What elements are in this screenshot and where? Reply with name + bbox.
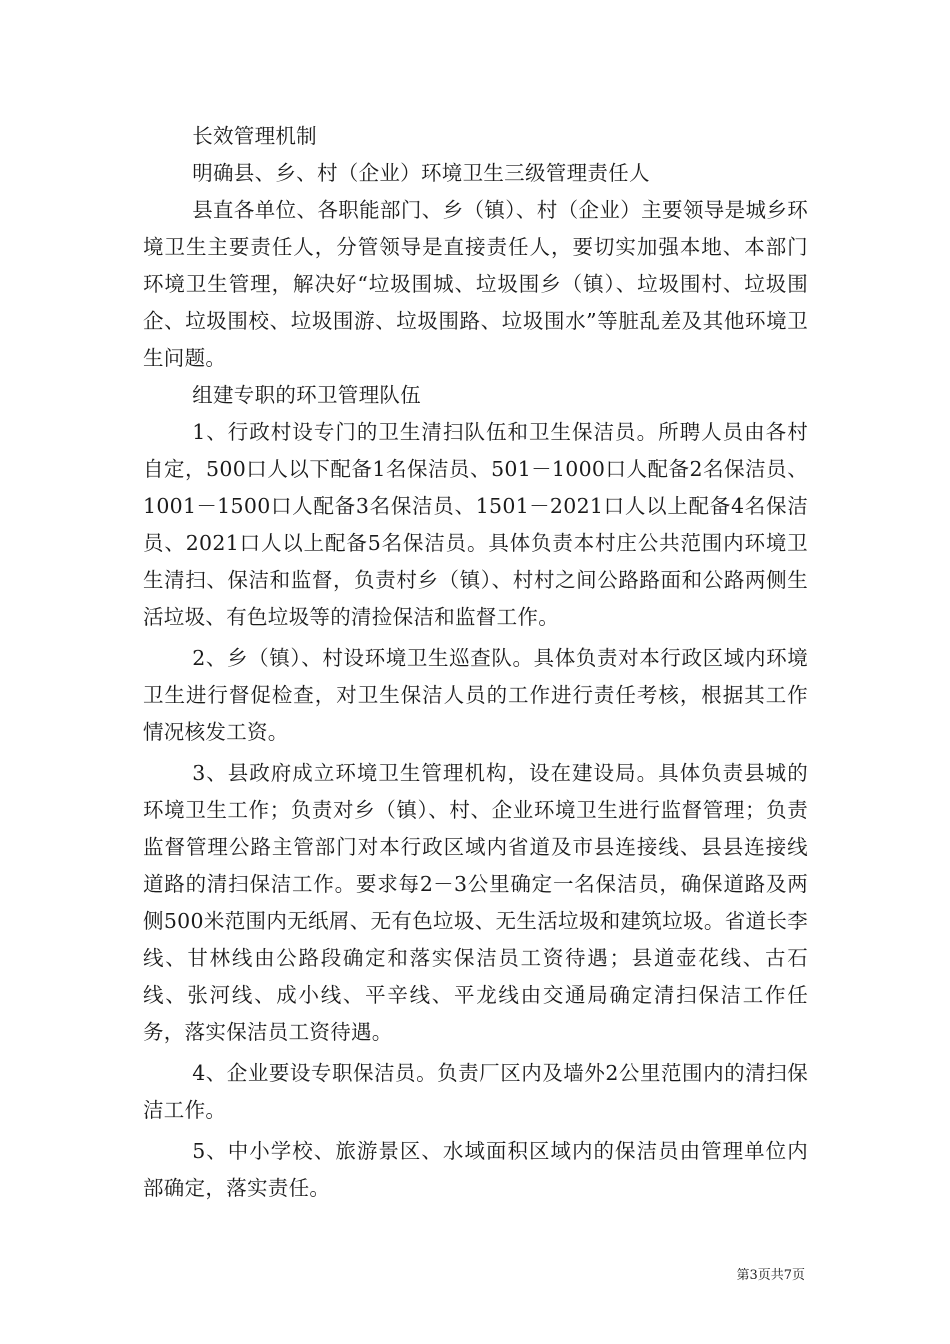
paragraph-item-4-enterprise-cleaners: 4、企业要设专职保洁员。负责厂区内及墙外2公里范围内的清扫保洁工作。 xyxy=(143,1061,808,1122)
document-body xyxy=(143,118,808,1207)
page-number: 第3页共7页 xyxy=(736,1268,805,1283)
section-heading-long-term-mechanism: 长效管理机制 xyxy=(192,124,317,148)
subheading-sanitation-team: 组建专职的环卫管理队伍 xyxy=(192,383,421,407)
paragraph-responsible-persons: 县直各单位、各职能部门、乡（镇）、村（企业）主要领导是城乡环境卫生主要责任人，分管领导是直接责任人，要切实加强本地、本部门环境卫生管理，解决好“垃圾围城、垃圾围乡（镇）、垃圾围村、垃圾围企、垃圾围校、垃圾围游、垃圾围路、垃圾围水”等脏乱差及其他环境卫生问题。 xyxy=(143,198,808,370)
subheading-three-level-responsibility: 明确县、乡、村（企业）环境卫生三级管理责任人 xyxy=(192,161,650,185)
paragraph-item-2-inspection-team: 2、乡（镇）、村设环境卫生巡查队。具体负责对本行政区域内环境卫生进行督促检查，对卫生保洁人员的工作进行责任考核，根据其工作情况核发工资。 xyxy=(143,646,808,744)
paragraph-item-3-county-agency: 3、县政府成立环境卫生管理机构，设在建设局。具体负责县城的环境卫生工作；负责对乡（镇）、村、企业环境卫生进行监督管理；负责监督管理公路主管部门对本行政区域内省道及市县连接线、县县连接线道路的清扫保洁工作。要求每2－3公里确定一名保洁员，确保道路及两侧500米范围内无纸屑、无有色垃圾、无生活垃圾和建筑垃圾。省道长李线、甘林线由公路段确定和落实保洁员工资待遇；县道壶花线、古石线、张河线、成小线、平辛线、平龙线由交通局确定清扫保洁工作任务，落实保洁员工资待遇。 xyxy=(143,761,808,1044)
paragraph-item-5-schools-scenic-areas: 5、中小学校、旅游景区、水域面积区域内的保洁员由管理单位内部确定，落实责任。 xyxy=(143,1139,808,1200)
paragraph-item-1-village-cleaners: 1、行政村设专门的卫生清扫队伍和卫生保洁员。所聘人员由各村自定，500口人以下配备1名保洁员、501－1000口人配备2名保洁员、1001－1500口人配备3名保洁员、1501－2021口人以上配备4名保洁员、2021口人以上配备5名保洁员。具体负责本村庄公共范围内环境卫生清扫、保洁和监督，负责村乡（镇）、村村之间公路路面和公路两侧生活垃圾、有色垃圾等的清捡保洁和监督工作。 xyxy=(143,420,808,629)
